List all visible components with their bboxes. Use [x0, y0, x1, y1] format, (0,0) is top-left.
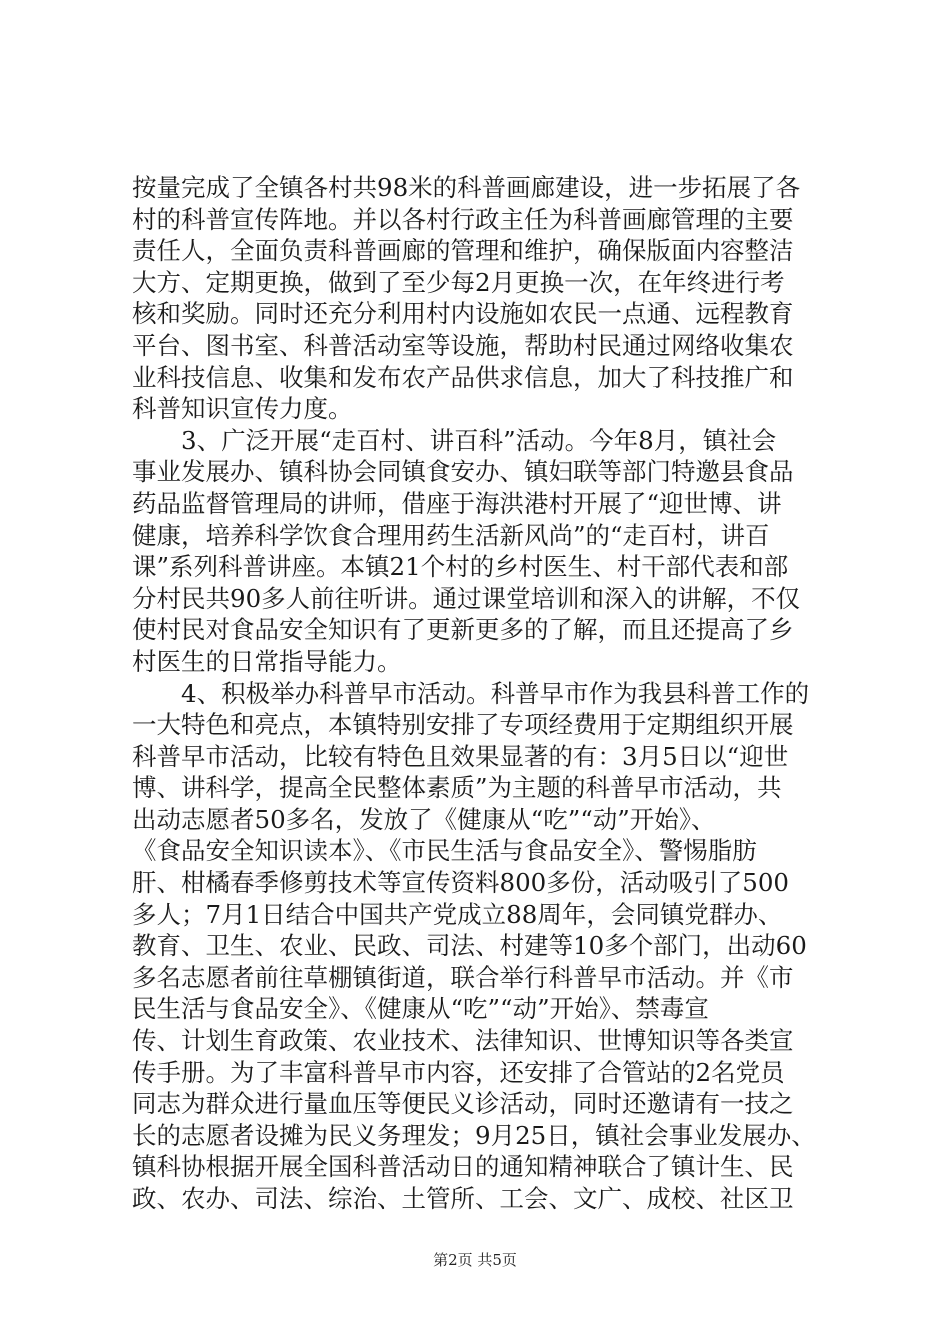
text-line: 镇科协根据开展全国科普活动日的通知精神联合了镇计生、民	[132, 1152, 794, 1182]
text-line: 使村民对食品安全知识有了更新更多的了解，而且还提高了乡	[132, 615, 794, 645]
text-line: 责任人，全面负责科普画廊的管理和维护，确保版面内容整洁	[132, 236, 794, 266]
text-line: 事业发展办、镇科协会同镇食安办、镇妇联等部门特邀县食品	[132, 457, 794, 487]
text-line: 按量完成了全镇各村共98米的科普画廊建设，进一步拓展了各	[132, 173, 801, 202]
text-line: 肝、柑橘春季修剪技术等宣传资料800多份，活动吸引了500	[132, 868, 790, 898]
text-line: 4、积极举办科普早市活动。科普早市作为我县科普工作的	[132, 678, 810, 708]
text-line: 出动志愿者50多名，发放了《健康从“吃”“动”开始》、	[132, 804, 716, 834]
text-line: 业科技信息、收集和发布农产品供求信息，加大了科技推广和	[132, 362, 794, 392]
document-body	[132, 172, 832, 1215]
text-line: 健康，培养科学饮食合理用药生活新风尚”的“走百村，讲百	[132, 520, 770, 550]
text-line: 课”系列科普讲座。本镇21个村的乡村医生、村干部代表和部	[132, 552, 789, 582]
text-line: 多名志愿者前往草棚镇街道，联合举行科普早市活动。并《市	[132, 962, 794, 992]
text-line: 科普早市活动，比较有特色且效果显著的有：3月5日以“迎世	[132, 741, 789, 771]
text-line: 村的科普宣传阵地。并以各村行政主任为科普画廊管理的主要	[132, 204, 794, 234]
text-line: 分村民共90多人前往听讲。通过课堂培训和深入的讲解，不仅	[132, 583, 801, 613]
text-line: 一大特色和亮点，本镇特别安排了专项经费用于定期组织开展	[132, 710, 794, 740]
page-footer: 第2页 共5页	[433, 1251, 517, 1269]
text-line: 传手册。为了丰富科普早市内容，还安排了合管站的2名党员	[132, 1057, 785, 1087]
text-line: 博、讲科学，提高全民整体素质”为主题的科普早市活动，共	[132, 773, 782, 803]
text-line: 政、农办、司法、综治、土管所、工会、文广、成校、社区卫	[132, 1184, 794, 1213]
text-line: 大方、定期更换，做到了至少每2月更换一次，在年终进行考	[132, 267, 785, 297]
text-line: 同志为群众进行量血压等便民义诊活动，同时还邀请有一技之	[132, 1089, 794, 1119]
text-line: 《食品安全知识读本》、《市民生活与食品安全》、警惕脂肪	[132, 836, 757, 866]
text-line: 民生活与食品安全》、《健康从“吃”“动”开始》、禁毒宣	[132, 994, 709, 1024]
text-line: 长的志愿者设摊为民义务理发；9月25日，镇社会事业发展办、	[132, 1120, 816, 1150]
text-line: 多人；7月1日结合中国共产党成立88周年，会同镇党群办、	[132, 899, 783, 929]
text-line: 传、计划生育政策、农业技术、法律知识、世博知识等各类宣	[132, 1026, 794, 1056]
text-line: 村医生的日常指导能力。	[132, 646, 402, 676]
text-line: 3、广泛开展“走百村、讲百科”活动。今年8月，镇社会	[132, 425, 777, 455]
text-line: 核和奖励。同时还充分利用村内设施如农民一点通、远程教育	[132, 299, 794, 329]
text-line: 药品监督管理局的讲师，借座于海洪港村开展了“迎世博、讲	[132, 488, 782, 518]
text-line: 科普知识宣传力度。	[132, 394, 353, 424]
text-line: 平台、图书室、科普活动室等设施，帮助村民通过网络收集农	[132, 330, 794, 360]
text-line: 教育、卫生、农业、民政、司法、村建等10多个部门，出动60	[132, 931, 807, 961]
